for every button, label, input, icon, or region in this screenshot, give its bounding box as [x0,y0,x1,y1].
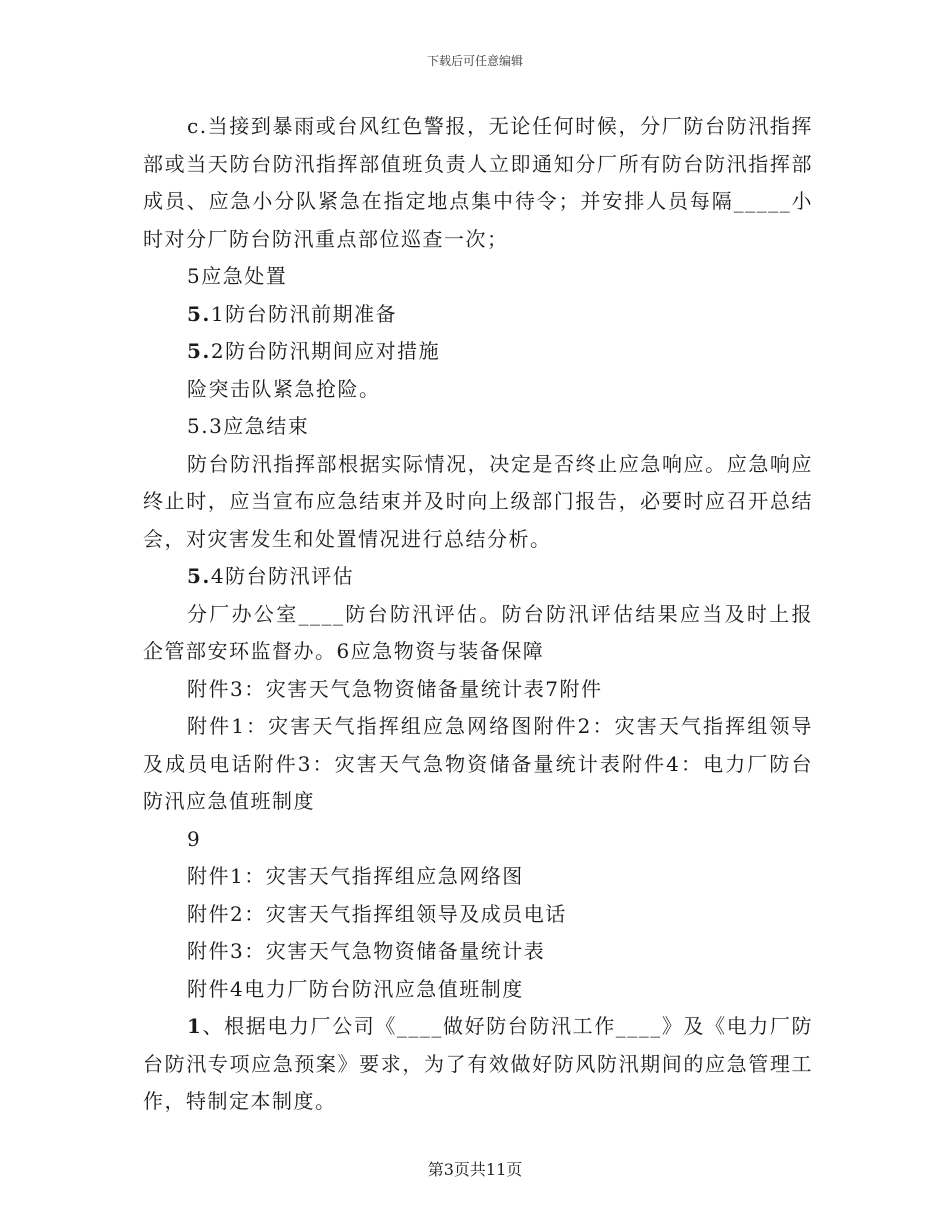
paragraph [143,446,813,559]
page-footer: 第3页共11页 [427,1160,523,1179]
paragraph-text: 附件3：灾害天气急物资储备量统计表7附件 [187,676,603,701]
heading-number: 5. [187,339,211,363]
paragraph-text: 附件3：灾害天气急物资储备量统计表 [187,939,546,963]
subsection-heading [143,558,813,596]
paragraph [143,933,813,971]
subsection-heading [143,296,813,334]
page-header: 下载后可任意编辑 [426,54,523,68]
subsection-heading [143,408,813,446]
paragraph [143,671,813,709]
paragraph [143,371,813,409]
heading-number: 5. [187,564,211,588]
section-heading [143,258,813,296]
paragraph [143,896,813,934]
paragraph-text: 附件4电力厂防台防汛应急值班制度 [187,976,524,1001]
paragraph-text: 防台防汛指挥部根据实际情况，决定是否终止应急响应。应急响应终止时，应当宣布应急结束并及时向上级部门报告，必要时应召开总结会，对灾害发生和处置情况进行总结分析。 [143,451,813,551]
paragraph-text: 附件2：灾害天气指挥组领导及成员电话 [187,901,567,926]
paragraph [143,1008,813,1121]
paragraph-text: 9 [187,826,202,851]
paragraph-text: 1防台防汛前期准备 [210,301,398,326]
paragraph [143,821,813,859]
paragraph-text: 、根据电力厂公司《____做好防台防汛工作____》及《电力厂防台防汛专项应急预案》要求，为了有效做好防风防汛期间的应急管理工作，特制定本制度。 [143,1014,813,1113]
paragraph [143,108,813,258]
paragraph [143,708,813,821]
paragraph [143,858,813,896]
paragraph-text: 附件1：灾害天气指挥组应急网络图 [187,864,524,888]
paragraph [143,596,813,671]
paragraph [143,971,813,1009]
paragraph-text: 2防台防汛期间应对措施 [210,339,441,363]
subsection-heading [143,333,813,371]
paragraph-text: 附件1：灾害天气指挥组应急网络图附件2：灾害天气指挥组领导及成员电话附件3：灾害天气急物资储备量统计表附件4：电力厂防台防汛应急值班制度 [143,714,813,813]
document-body [143,108,813,1121]
paragraph-text: 险突击队紧急抢险。 [187,376,381,401]
paragraph-text: 4防台防汛评估 [210,564,355,588]
paragraph-text: 5应急处置 [187,264,288,288]
paragraph-text: 分厂办公室____防台防汛评估。防台防汛评估结果应当及时上报企管部安环监督办。6应急物资与装备保障 [143,601,813,663]
paragraph-text: 5.3应急结束 [187,414,310,438]
item-number: 1 [187,1014,203,1038]
heading-number: 5. [187,301,211,326]
paragraph-text: c.当接到暴雨或台风红色警报，无论任何时候，分厂防台防汛指挥部或当天防台防汛指挥部值班负责人立即通知分厂所有防台防汛指挥部成员、应急小分队紧急在指定地点集中待令；并安排人员每隔_____小时对分厂防台防汛重点部位巡查一次； [143,114,813,251]
